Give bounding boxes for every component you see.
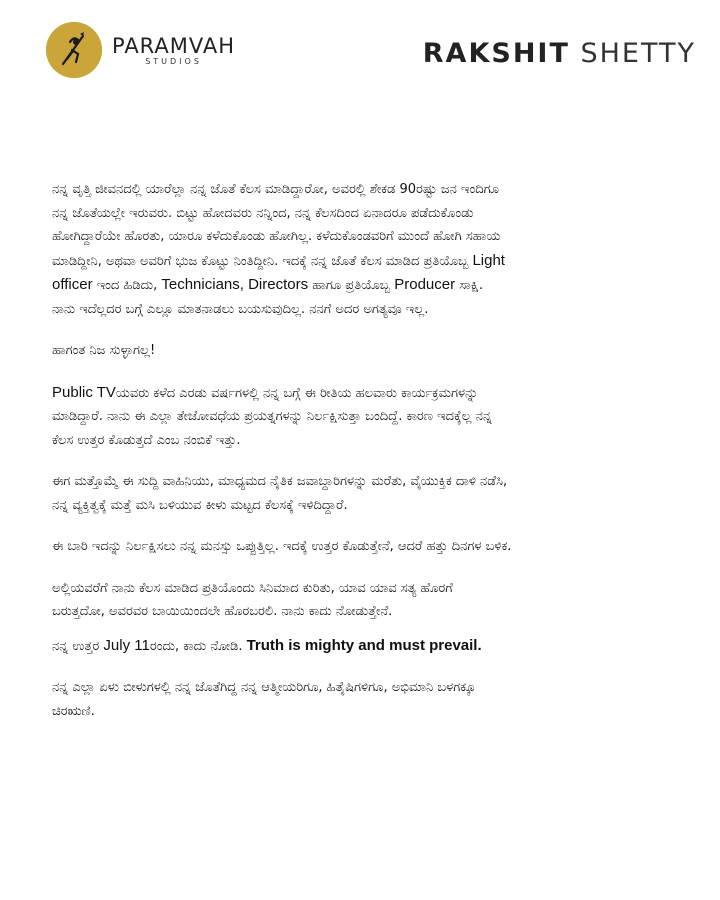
p5-text: ಈ ಬಾರಿ ಇದನ್ನು ನಿರ್ಲಕ್ಷಿಸಲು ನನ್ನ ಮನಸ್ಸು ಒಪ್ಪುತ್ತಿಲ್ಲ. ಇದಕ್ಕೆ ಉತ್ತರ ಕೊಡುತ್ತೇನೆ, ಆದರೆ ಹತ್ತು ದಿನಗಳ ಬಳಿಕ.	[52, 539, 512, 554]
person-first-name: RAKSHIT	[422, 38, 570, 69]
brand-subtitle: STUDIOS	[145, 57, 202, 66]
p1-producer-word: Producer	[394, 276, 456, 293]
p3-line-1-b: ಯವರು ಕಳೆದ ಎರಡು ವರ್ಷಗಳಲ್ಲಿ ನನ್ನ ಬಗ್ಗೆ ಈ ರೀತಿಯ ಹಲವಾರು ಕಾರ್ಯಕ್ರಮಗಳನ್ನು	[115, 385, 479, 401]
p1-line-6: ನಾನು ಇದೆಲ್ಲದರ ಬಗ್ಗೆ ಎಲ್ಲೂ ಮಾತನಾಡಲು ಬಯಸುವುದಿಲ್ಲ. ನನಗೆ ಅದರ ಅಗತ್ಯವೂ ಇಲ್ಲ.	[52, 301, 429, 317]
p6-line-2: ಬರುತ್ತದೋ, ಅವರವರ ಬಾಯಿಯಿಂದಲೇ ಹೊರಬರಲಿ. ನಾನು ಕಾದು ನೋಡುತ್ತೇನೆ.	[52, 604, 393, 619]
person-name	[423, 38, 696, 69]
p7-c: ರಂದು, ಕಾದು ನೋಡಿ.	[149, 638, 247, 654]
paragraph-6	[52, 577, 682, 624]
brand-name: PARAMVAH	[112, 34, 236, 58]
p1-officer-word: officer	[52, 276, 93, 293]
p7-truth-quote: Truth is mighty and must prevail.	[246, 636, 482, 654]
p3-line-3: ಕೆಲಸ ಉತ್ತರ ಕೊಡುತ್ತದೆ ಎಂಬ ನಂಬಿಕೆ ಇತ್ತು.	[52, 432, 241, 448]
p1-line-5-f: ಸಾಕ್ಷಿ.	[455, 278, 483, 293]
p1-line-2: ನನ್ನ ಜೊತೆಯಲ್ಲೇ ಇರುವರು. ಬಿಟ್ಟು ಹೋದವರು ನನ್ನಿಂದ, ನನ್ನ ಕೆಲಸದಿಂದ ಏನಾದರೂ ಪಡೆದುಕೊಂಡು	[52, 205, 474, 221]
p6-line-1: ಅಲ್ಲಿಯವರೆಗೆ ನಾನು ಕೆಲಸ ಮಾಡಿದ ಪ್ರತಿಯೊಂದು ಸಿನಿಮಾದ ಕುರಿತು, ಯಾವ ಯಾವ ಸತ್ಯ ಹೊರಗೆ	[52, 580, 453, 596]
paragraph-1	[52, 178, 682, 321]
p3-public-tv: Public TV	[52, 383, 116, 401]
p7-date: July 11	[103, 636, 150, 654]
p1-line-5-b: ಇಂದ ಹಿಡಿದು,	[92, 278, 162, 293]
person-last-name: SHETTY	[580, 38, 696, 69]
paragraph-8	[52, 676, 682, 723]
p8-line-1: ನನ್ನ ಎಲ್ಲಾ ಏಳು ಬೀಳುಗಳಲ್ಲಿ ನನ್ನ ಜೊತೆಗಿದ್ದ ನನ್ನ ಆತ್ಮೀಯರಿಗೂ, ಹಿತೈಷಿಗಳಿಗೂ, ಅಭಿಮಾನಿ ಬಳಗಕ್ಕೂ	[52, 680, 476, 695]
brand-lockup	[112, 34, 235, 66]
paragraph-2	[52, 339, 682, 363]
p4-line-2: ನನ್ನ ವ್ಯಕ್ತಿತ್ವಕ್ಕೆ ಮತ್ತೆ ಮಸಿ ಬಳಿಯುವ ಕೀಳು ಮಟ್ಟದ ಕೆಲಸಕ್ಕೆ ಇಳಿದಿದ್ದಾರೆ.	[52, 497, 348, 513]
paragraph-3	[52, 381, 682, 453]
p1-line-3: ಹೋಗಿದ್ದಾರೆಯೇ ಹೊರತು, ಯಾರೂ ಕಳೆದುಕೊಂಡು ಹೋಗಿಲ್ಲ. ಕಳೆದುಕೊಂಡವರಿಗೆ ಮುಂದೆ ಹೋಗಿ ಸಹಾಯ	[52, 229, 501, 244]
p7-a: ನನ್ನ ಉತ್ತರ	[52, 638, 104, 654]
letter-body	[52, 178, 682, 723]
p2-text: ಹಾಗಂತ ನಿಜ ಸುಳ್ಳಾಗಲ್ಲ!	[52, 343, 156, 358]
letterhead	[0, 0, 720, 110]
p1-line-4: ಮಾಡಿದ್ದೀನಿ, ಅಥವಾ ಅವರಿಗೆ ಭುಜ ಕೊಟ್ಟು ನಿಂತಿದ್ದೀನಿ. ಇದಕ್ಕೆ ನನ್ನ ಜೊತೆ ಕೆಲಸ ಮಾಡಿದ ಪ್ರತಿಯೊಬ್ಬ	[52, 253, 473, 269]
p1-line-1: ನನ್ನ ವೃತ್ತಿ ಜೀವನದಲ್ಲಿ ಯಾರೆಲ್ಲಾ ನನ್ನ ಜೊತೆ ಕೆಲಸ ಮಾಡಿದ್ದಾರೋ, ಅವರಲ್ಲಿ ಶೇಕಡ 90ರಷ್ಟು ಜನ ಇಂದಿಗೂ	[52, 182, 499, 197]
p3-line-2: ಮಾಡಿದ್ದಾರೆ. ನಾನು ಈ ಎಲ್ಲಾ ತೇಜೋವಧೆಯ ಪ್ರಯತ್ನಗಳನ್ನು ನಿರ್ಲಕ್ಷಿಸುತ್ತಾ ಬಂದಿದ್ದೆ. ಕಾರಣ ಇದಕ್ಕೆಲ್ಲ ನನ್ನ	[52, 409, 492, 424]
paragraph-5	[52, 535, 682, 559]
p1-line-5-d: ಹಾಗೂ ಪ್ರತಿಯೊಬ್ಬ	[308, 278, 395, 293]
paragraph-4	[52, 470, 682, 517]
p1-light-word: Light	[472, 251, 505, 269]
p1-technicians-directors: Technicians, Directors	[161, 276, 309, 293]
p4-line-1: ಈಗ ಮತ್ತೊಮ್ಮೆ ಈ ಸುದ್ದಿ ವಾಹಿನಿಯು, ಮಾಧ್ಯಮದ ನೈತಿಕ ಜವಾಬ್ದಾರಿಗಳನ್ನು ಮರೆತು, ವೈಯುಕ್ತಿಕ ದಾಳಿ ನಡೆಸಿ,	[52, 474, 508, 489]
p8-line-2: ಚಿರಋಣಿ.	[52, 703, 95, 719]
paramvah-logo-icon	[46, 22, 102, 78]
paragraph-7	[52, 634, 682, 659]
